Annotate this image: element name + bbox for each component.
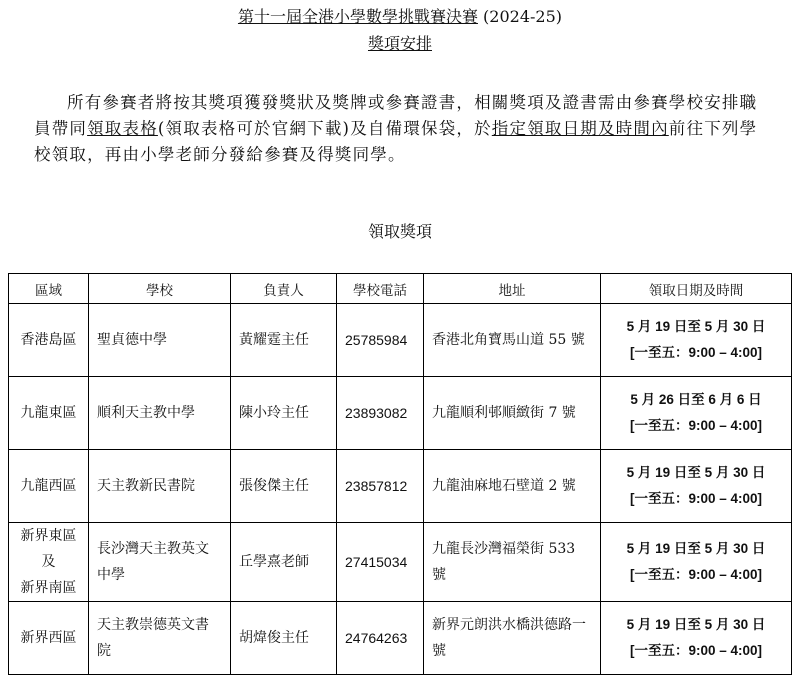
datetime-cell [601,304,792,377]
person-cell: 黃耀霆主任 [231,304,337,377]
collection-date: 5 月 19 日至 5 月 30 日 [626,465,766,480]
datetime-cell [601,450,792,523]
phone-cell: 23893082 [337,377,424,450]
phone-cell: 27415034 [337,523,424,602]
page-subtitle: 獎項安排 [367,34,432,53]
phone-cell: 25785984 [337,304,424,377]
table-row [9,523,792,602]
collection-date: 5 月 19 日至 5 月 30 日 [626,319,766,334]
person-cell: 張俊傑主任 [231,450,337,523]
person-cell: 胡煒俊主任 [231,602,337,675]
header-school: 學校 [89,274,231,304]
header-region: 區域 [9,274,89,304]
intro-text-3: 前往下列學校領取，再由小學老師分發給參賽及得獎同學。 [34,119,758,164]
school-cell: 長沙灣天主教英文中學 [89,523,231,602]
address-cell: 香港北角寶馬山道 55 號 [424,304,601,377]
region-cell: 九龍西區 [9,450,89,523]
intro-text-1: 所有參賽者將按其獎項獲發獎狀及獎牌或參賽證書，相關獎項及證書需由參賽學校安排職員帶同 [34,93,758,138]
intro-text-2: (領取表格可於官網下載)及自備環保袋，於 [157,119,492,138]
school-cell: 天主教崇德英文書院 [89,602,231,675]
address-cell: 九龍長沙灣福榮街 533 號 [424,523,601,602]
region-cell: 新界西區 [9,602,89,675]
table-header-row [9,274,792,304]
datetime-cell [601,523,792,602]
collection-time: [一至五：9:00 – 4:00] [629,643,763,658]
header-phone: 學校電話 [337,274,424,304]
collection-date: 5 月 26 日至 6 月 6 日 [630,392,762,407]
collection-date: 5 月 19 日至 5 月 30 日 [626,617,766,632]
collection-date: 5 月 19 日至 5 月 30 日 [626,541,766,556]
phone-cell: 23857812 [337,450,424,523]
person-cell: 陳小玲主任 [231,377,337,450]
school-cell: 聖貞德中學 [89,304,231,377]
collection-time: [一至五：9:00 – 4:00] [629,567,763,582]
school-cell: 順利天主教中學 [89,377,231,450]
intro-paragraph [34,90,772,168]
region-cell: 九龍東區 [9,377,89,450]
school-cell: 天主教新民書院 [89,450,231,523]
datetime-cell [601,602,792,675]
title-year: (2024-25) [477,7,563,26]
collection-time: [一至五：9:00 – 4:00] [629,345,763,360]
page-title [0,7,800,27]
header-address: 地址 [424,274,601,304]
region-cell: 香港島區 [9,304,89,377]
person-cell: 丘學熹老師 [231,523,337,602]
datetime-cell [601,377,792,450]
collection-time: [一至五：9:00 – 4:00] [629,491,763,506]
collection-table [8,273,792,675]
address-cell: 九龍油麻地石壁道 2 號 [424,450,601,523]
table-row [9,450,792,523]
phone-cell: 24764263 [337,602,424,675]
address-cell: 新界元朗洪水橋洪德路一號 [424,602,601,675]
address-cell: 九龍順利邨順緻街 7 號 [424,377,601,450]
table-row [9,377,792,450]
section-title: 領取獎項 [367,222,432,241]
region-cell: 新界東區 及 新界南區 [9,523,89,602]
collection-time: [一至五：9:00 – 4:00] [629,418,763,433]
collection-date-time-note: 指定領取日期及時間內 [491,119,669,138]
header-datetime: 領取日期及時間 [601,274,792,304]
collection-form-link[interactable]: 領取表格 [87,119,158,138]
table-row [9,304,792,377]
title-main: 第十一屆全港小學數學挑戰賽決賽 [237,7,478,26]
header-person: 負責人 [231,274,337,304]
table-row [9,602,792,675]
